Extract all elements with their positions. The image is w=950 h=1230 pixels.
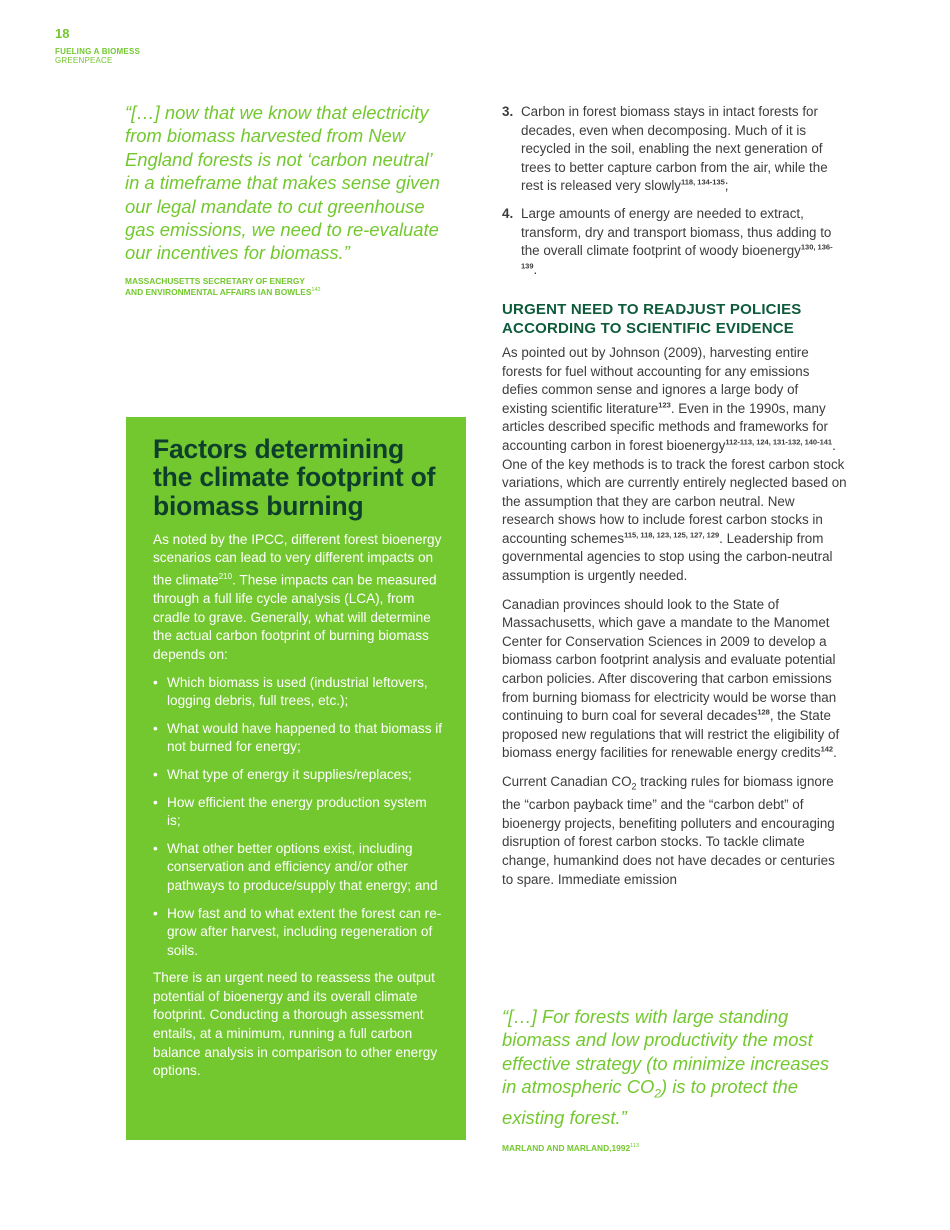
quote-text-a: “[…] For forests with large standing biomass and low productivity the most effective strategy (to minimize increases in atmospheric CO (502, 1006, 830, 1098)
bullet-icon: • (153, 840, 158, 856)
factor-item (153, 766, 444, 785)
bullet-icon: • (153, 794, 158, 810)
bullet-icon: • (153, 720, 158, 736)
pull-quote-marland (502, 1005, 832, 1153)
publication-title: FUELING A BIOMESS (55, 47, 141, 56)
factor-text: Which biomass is used (industrial leftovers, logging debris, full trees, etc.); (167, 674, 428, 709)
p1-text-b: . Even in the 1990s, many articles described specific methods and frameworks for accounting carbon in forest bioenergy (502, 400, 828, 453)
item-end: ; (724, 178, 729, 194)
intro-text-b: . These impacts can be measured through a full life cycle analysis (LCA), from cradle to grave. Generally, what will determine the actual carbon footprint of burning biomass depends on: (153, 572, 437, 662)
factors-box-title: Factors determining the climate footprint of biomass burning (153, 434, 436, 521)
p1-text-d: . Leadership from governmental agencies to stop using the carbon-neutral assumption is urgently needed. (502, 530, 833, 584)
factors-box-closing: There is an urgent need to reassess the output potential of bioenergy and its overall climate footprint. Conducting a thorough assessment entails, at a minimum, running a full carbon balance analysis in comparison to other energy options. (153, 970, 438, 1079)
intro-ref: 210 (218, 572, 233, 582)
item-number: 3. (502, 104, 514, 119)
attribution-text: MARLAND AND MARLAND,1992 (502, 1142, 631, 1153)
attribution-ref: 113 (630, 1142, 639, 1149)
numbered-item-4 (502, 205, 847, 279)
factor-text: How efficient the energy production system is; (167, 794, 427, 829)
quote-text: “[…] now that we know that electricity from biomass harvested from New England forests is not ‘carbon neutral’ in a timeframe that makes sense given our legal mandate to cut greenhouse gas emissions, we need to re-evaluate our incentives for biomass.” (125, 102, 440, 264)
bullet-icon: • (153, 905, 158, 921)
p3-subscript: 2 (631, 781, 637, 792)
body-paragraph-1 (502, 344, 847, 586)
quote-subscript: 2 (654, 1086, 661, 1101)
p2-text-b: , the State proposed new regulations that will restrict the eligibility of biomass energy facilities for renewable energy credits (502, 708, 840, 761)
factor-text: How fast and to what extent the forest can re-grow after harvest, including regeneration of soils. (167, 905, 442, 958)
body-paragraph-2 (502, 596, 847, 763)
factor-item (153, 720, 444, 757)
right-column (502, 103, 847, 899)
quote-text-b: ) is to protect the existing forest.” (502, 1076, 798, 1129)
page-number: 18 (55, 26, 70, 41)
item-text: Large amounts of energy are needed to extract, transform, dry and transport biomass, thus adding to the overall climate footprint of woody bioenergy (521, 205, 832, 259)
item-text: Carbon in forest biomass stays in intact forests for decades, even when decomposing. Much of it is recycled in the soil, enabling the next generation of trees to better capture carbon from the air, while the rest is released very slowly (521, 104, 828, 194)
organization-name: GREENPEACE (55, 56, 113, 65)
section-heading: URGENT NEED TO READJUST POLICIES ACCORDING TO SCIENTIFIC EVIDENCE (502, 301, 802, 338)
pull-quote-bowles (125, 101, 445, 298)
factor-item (153, 840, 444, 896)
factors-list (153, 674, 444, 961)
p2-text-a: Canadian provinces should look to the State of Massachusetts, which gave a mandate to the Manomet Center for Conservation Sciences in 2009 to develop a biomass carbon footprint analysis and evaluate potential carbon policies. After discovering that carbon emissions from burning biomass for electricity would be worse than continuing to burn coal for several decades (502, 596, 837, 724)
item-number: 4. (502, 205, 514, 221)
factor-item (153, 905, 444, 961)
p1-ref-1: 123 (658, 400, 671, 410)
item-ref: 130, 136-139 (521, 242, 833, 271)
p1-text-a: As pointed out by Johnson (2009), harvesting entire forests for fuel without accounting for any emissions defies common sense and ignores a large body of existing scientific literature (502, 344, 810, 416)
factor-text: What type of energy it supplies/replaces; (167, 766, 412, 782)
attribution-line-1: MASSACHUSETTS SECRETARY OF ENERGY (125, 275, 305, 286)
intro-text-a: As noted by the IPCC, different forest bioenergy scenarios can lead to very different impacts on the climate (153, 531, 442, 588)
bullet-icon: • (153, 674, 158, 690)
item-ref: 118, 134-135 (681, 177, 725, 187)
factor-item (153, 794, 444, 831)
factor-text: What other better options exist, including conservation and efficiency and/or other pathways to produce/supply that energy; and (167, 840, 438, 893)
factor-text: What would have happened to that biomass if not burned for energy; (167, 720, 443, 755)
p2-ref-2: 142 (820, 744, 834, 754)
bullet-icon: • (153, 766, 158, 782)
p2-text-c: . (833, 745, 837, 761)
factor-item (153, 674, 444, 711)
p2-ref-1: 128 (757, 707, 770, 717)
numbered-item-3 (502, 103, 847, 196)
quote-text (502, 1005, 832, 1130)
attribution-line-2: AND ENVIRONMENTAL AFFAIRS IAN BOWLES (125, 287, 312, 298)
attribution-ref: 142 (311, 287, 321, 294)
item-end: . (533, 261, 538, 277)
body-paragraph-3 (502, 773, 847, 889)
p1-ref-3: 115, 118, 123, 125, 127, 129 (624, 530, 720, 540)
p3-text-b: tracking rules for biomass ignore the “carbon payback time” and the “carbon debt” of bioenergy projects, benefiting polluters and encouraging disruption of forest carbon stocks. To tackle climate change, humankind does not have decades or centuries to spare. Immediate emission (502, 774, 835, 887)
p1-text-c: . One of the key methods is to track the forest carbon stock variations, which are currently entirely neglected based on the assumption that they are carbon neutral. New research shows how to include forest carbon stocks in accounting schemes (502, 437, 847, 546)
quote-attribution (502, 1142, 832, 1153)
p3-text-a: Current Canadian CO (502, 774, 632, 789)
page-header (55, 26, 140, 65)
quote-attribution (125, 277, 445, 298)
p1-ref-2: 112-113, 124, 131-132, 140-141 (725, 437, 833, 447)
factors-box-intro (153, 531, 444, 665)
factors-box (126, 417, 466, 1140)
